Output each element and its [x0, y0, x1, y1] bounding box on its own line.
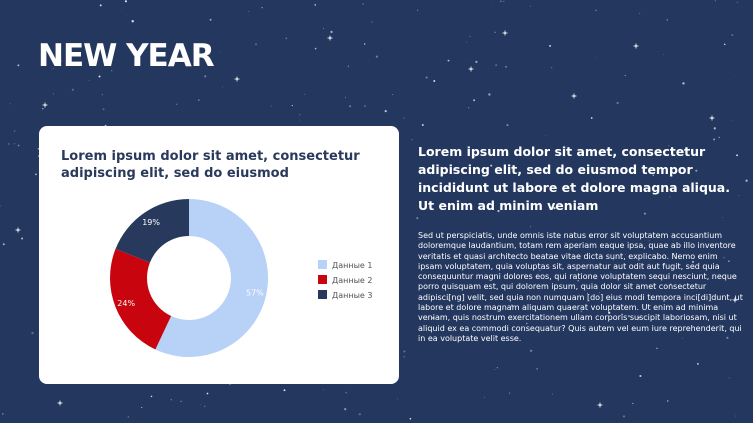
star	[207, 393, 209, 395]
star	[663, 54, 664, 55]
star	[475, 61, 477, 63]
star	[623, 415, 625, 417]
star	[639, 375, 641, 377]
star	[728, 377, 729, 378]
star	[151, 396, 153, 398]
star	[103, 108, 105, 110]
sparkle-star	[571, 93, 577, 99]
star	[376, 56, 378, 58]
star	[545, 135, 546, 136]
star	[549, 45, 551, 47]
star	[363, 4, 364, 5]
star	[17, 64, 19, 66]
star	[503, 1, 504, 2]
star	[204, 406, 205, 407]
star	[364, 43, 365, 44]
star	[735, 416, 736, 417]
star	[262, 7, 263, 8]
star	[292, 105, 293, 106]
legend-swatch-1	[318, 260, 327, 269]
star	[530, 350, 532, 352]
data-label-2: 24%	[117, 298, 136, 308]
star	[127, 15, 128, 16]
star	[448, 60, 450, 62]
star	[488, 93, 490, 95]
legend-label-3: Данные 3	[332, 291, 373, 300]
chart-legend	[318, 260, 372, 300]
star	[492, 3, 493, 4]
star	[500, 1, 501, 2]
star	[494, 32, 496, 34]
star	[222, 87, 223, 88]
star	[616, 102, 618, 104]
star	[102, 94, 103, 95]
sparkle-star	[42, 102, 48, 108]
star	[14, 130, 16, 132]
chart-card	[39, 126, 399, 384]
star	[404, 117, 405, 118]
star	[667, 400, 668, 401]
star	[495, 369, 496, 370]
star	[625, 75, 626, 76]
star	[484, 397, 485, 398]
star	[505, 66, 507, 68]
star	[495, 64, 497, 66]
right-heading: Lorem ipsum dolor sit amet, consectetur adipiscing elit, sed do eiusmod tempor incididunt ut labore et dolore magna aliqua. Ut enim ad minim veniam	[418, 144, 730, 213]
right-body-text: Sed ut perspiciatis, unde omnis iste natus error sit voluptatem accusantium doloremque laudantium, totam rem aperiam eaque ipsa, quae ab illo inventore veritatis et quasi architecto beatae vitae dicta sunt, explicabo. Nemo enim ipsam voluptatem, quia voluptas sit, aspernatur aut odit aut fugit, sed quia consequuntur magni dolores eos, qui ratione voluptatem sequi nesciunt, neque porro quisquam est, qui dolorem ipsum, quia dolor sit amet consectetur adipisci[ng] velit, sed quia non numquam [do] eius modi tempora inci[di]dunt, ut labore et dolore magnam aliquam quaerat voluptatem. Ut enim ad minima veniam, quis nostrum exercitationem ullam corporis suscipit laboriosam, nisi ut aliquid ex ea commodi consequatur? Quis autem vel eum iure reprehenderit, qui in ea voluptate velit esse.	[418, 231, 743, 343]
star	[732, 120, 733, 121]
star	[715, 0, 716, 1]
star	[345, 97, 346, 98]
star	[220, 52, 221, 53]
star	[469, 36, 470, 37]
star	[371, 21, 372, 22]
star	[14, 143, 15, 144]
donut-slices	[110, 199, 268, 357]
star	[410, 418, 412, 420]
star	[416, 217, 418, 219]
star	[8, 143, 10, 145]
sparkle-star	[597, 402, 603, 408]
star	[3, 243, 5, 245]
star	[315, 48, 317, 50]
star	[304, 94, 305, 95]
star	[141, 407, 142, 408]
star	[10, 103, 11, 104]
star	[42, 108, 44, 110]
star	[98, 75, 100, 77]
star	[181, 401, 182, 402]
star	[171, 399, 172, 400]
star	[595, 10, 596, 11]
chart-title: Lorem ipsum dolor sit amet, consectetur adipiscing elit, sed do eiusmod	[61, 149, 360, 181]
star	[714, 127, 716, 129]
star	[497, 367, 498, 368]
star	[392, 94, 393, 95]
star	[31, 332, 33, 334]
star	[364, 105, 365, 106]
legend-label-2: Данные 2	[332, 276, 373, 285]
star	[132, 20, 134, 22]
star	[299, 114, 301, 116]
legend-swatch-3	[318, 290, 327, 299]
sparkle-star	[709, 115, 715, 121]
star	[666, 19, 668, 21]
sparkle-star	[234, 76, 240, 82]
star	[506, 124, 508, 126]
star	[0, 205, 1, 206]
star	[2, 413, 4, 415]
star	[733, 75, 734, 76]
star	[176, 104, 177, 105]
star	[314, 4, 316, 6]
star	[344, 408, 346, 410]
data-label-1: 57%	[246, 288, 264, 298]
star	[128, 416, 129, 417]
star	[198, 99, 200, 101]
donut-chart	[39, 126, 399, 384]
star	[722, 217, 723, 218]
star	[737, 2, 738, 3]
star	[100, 4, 102, 6]
star	[656, 348, 657, 349]
data-label-3: 19%	[142, 218, 160, 228]
star	[35, 173, 37, 175]
star	[210, 19, 212, 21]
star	[403, 350, 405, 352]
star	[323, 28, 324, 29]
star	[204, 75, 206, 77]
star	[53, 93, 54, 94]
star	[731, 34, 733, 36]
star	[72, 89, 74, 91]
star	[724, 44, 725, 45]
sparkle-star	[327, 35, 333, 41]
star	[89, 80, 90, 81]
star	[595, 57, 596, 58]
legend-swatch-2	[318, 275, 327, 284]
star	[697, 363, 699, 365]
sparkle-star	[502, 30, 508, 36]
star	[345, 392, 347, 394]
star	[719, 137, 720, 138]
sparkle-star	[468, 66, 474, 72]
sparkle-star	[633, 43, 639, 49]
star	[299, 120, 300, 121]
star	[426, 76, 428, 78]
star	[422, 124, 424, 126]
star	[509, 393, 510, 394]
legend-label-1: Данные 1	[332, 261, 373, 270]
star	[286, 38, 288, 40]
star	[397, 399, 398, 400]
donut-slice-3	[116, 199, 189, 263]
star	[348, 65, 349, 66]
star	[200, 404, 201, 405]
star	[530, 6, 531, 7]
star	[21, 238, 23, 240]
star	[125, 0, 127, 2]
star	[536, 368, 537, 369]
star	[359, 413, 361, 415]
star	[530, 226, 531, 227]
star	[473, 99, 475, 101]
star	[433, 80, 435, 82]
star	[349, 105, 351, 107]
star	[466, 42, 467, 43]
star	[468, 107, 469, 108]
sparkle-star	[57, 400, 63, 406]
star	[745, 180, 747, 182]
star	[466, 60, 467, 61]
star	[284, 389, 286, 391]
star	[639, 13, 640, 14]
star	[713, 138, 715, 140]
star	[404, 356, 405, 357]
star	[552, 394, 553, 395]
star	[591, 117, 593, 119]
star	[249, 11, 250, 12]
star	[255, 43, 257, 45]
sparkle-star	[15, 227, 21, 233]
star	[417, 10, 418, 11]
slide-title: NEW YEAR	[38, 38, 214, 74]
star	[18, 145, 20, 147]
star	[411, 139, 412, 140]
star	[632, 403, 633, 404]
star	[330, 31, 332, 33]
star	[271, 105, 272, 106]
star	[682, 82, 684, 84]
star	[323, 389, 324, 390]
star	[385, 110, 387, 112]
star	[551, 67, 552, 68]
